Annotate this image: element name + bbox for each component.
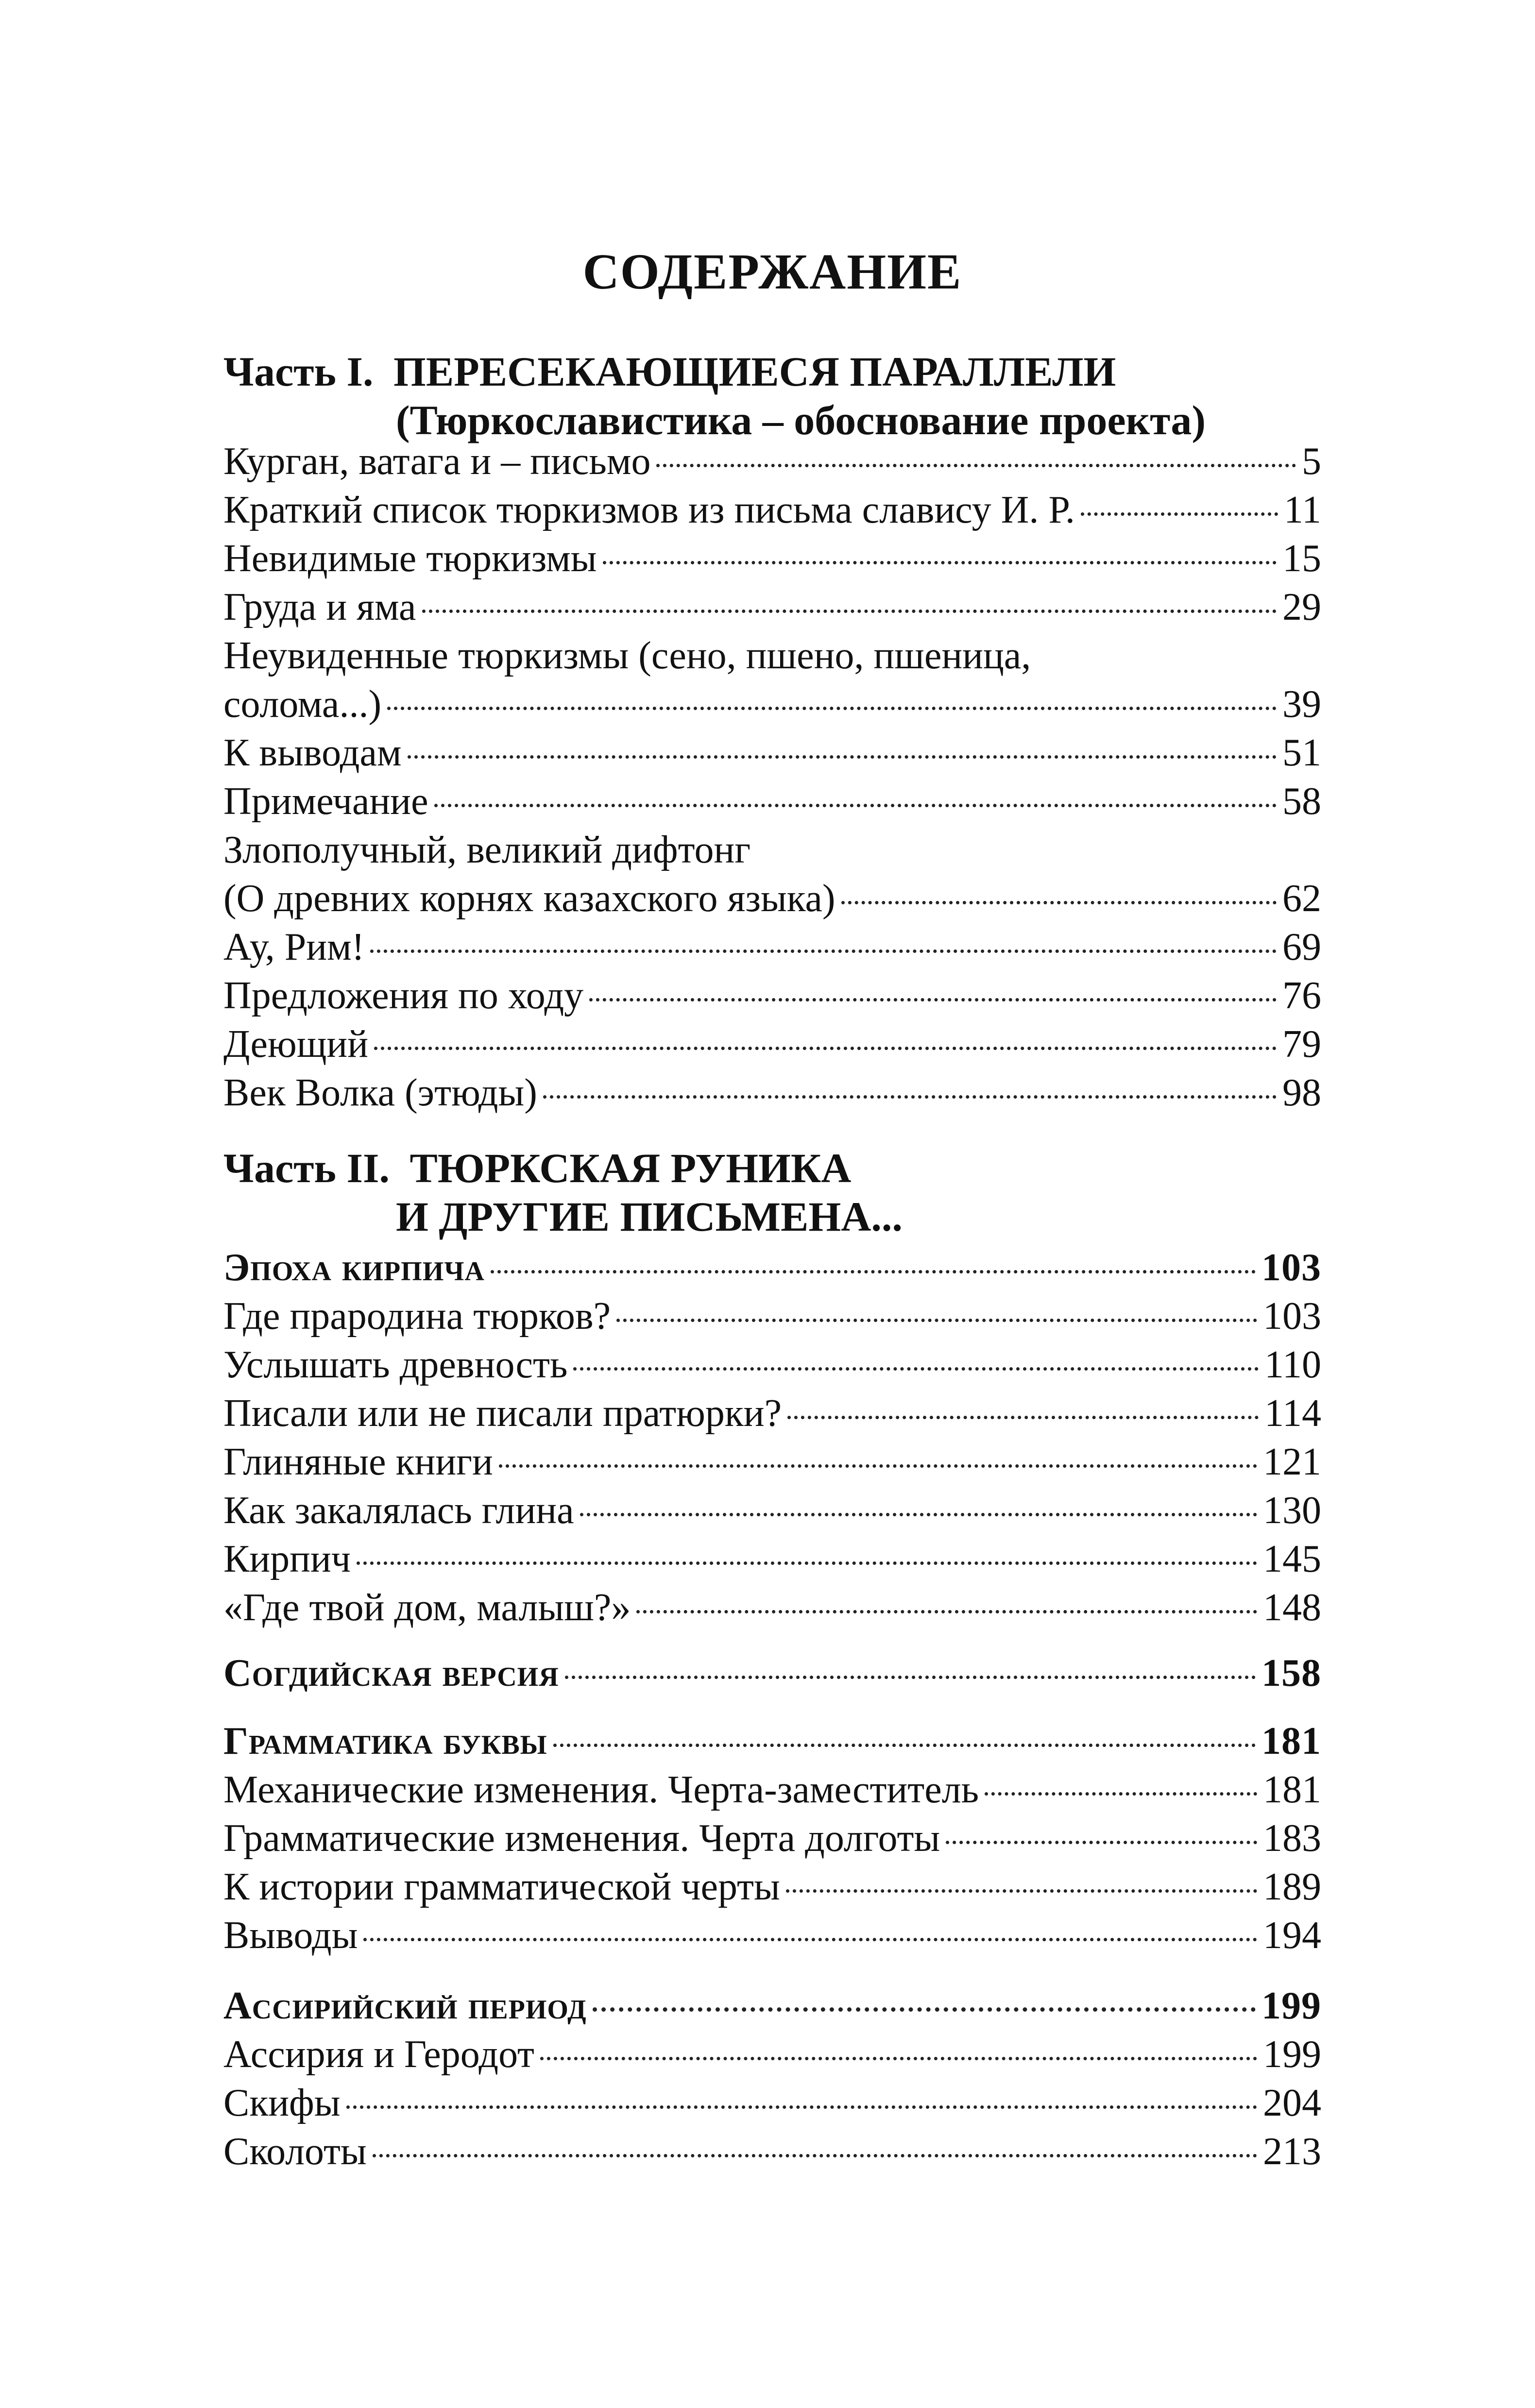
entry-title: Ау, Рим! [223,926,365,968]
dot-leader [357,1561,1257,1565]
entry-page-number: 29 [1282,586,1321,628]
entry-title: Невидимые тюркизмы [223,537,597,580]
dot-leader [573,1367,1259,1371]
toc-entry[interactable] [223,1020,1321,1068]
toc-entry[interactable] [223,534,1321,583]
dot-leader [408,755,1277,759]
dot-leader [540,2057,1257,2060]
part2-group-grammar [223,1717,1321,1960]
toc-entry[interactable] [223,1863,1321,1911]
dot-leader [553,1744,1256,1747]
entry-title: Где прародина тюрков? [223,1295,611,1338]
entry-page-number: 11 [1283,489,1321,531]
dot-leader [387,707,1277,710]
entry-title: Глиняные книги [223,1441,493,1483]
toc-section-entry[interactable] [223,1243,1321,1292]
toc-entry[interactable] [223,1911,1321,1960]
dot-leader [593,2007,1256,2012]
dot-leader [589,998,1277,1001]
entry-title-first-line: Неувиденные тюркизмы (сено, пшено, пшеница, [223,634,1031,677]
entry-title: Механические изменения. Черта-заместитель [223,1768,979,1811]
dot-leader [1081,512,1278,516]
toc-entry[interactable] [223,1583,1321,1632]
entry-page-number: 79 [1282,1023,1321,1066]
dot-leader [370,950,1277,953]
entry-title: Услышать древность [223,1343,568,1386]
toc-entry[interactable] [223,971,1321,1020]
toc-entry[interactable] [223,583,1321,631]
entry-page-number: 158 [1262,1652,1321,1695]
entry-title: Как закалялась глина [223,1489,574,1532]
toc-section-entry[interactable] [223,1982,1321,2030]
part2-label: Часть II. [223,1145,390,1191]
toc-entry[interactable] [223,2030,1321,2079]
dot-leader [422,610,1277,613]
entry-title: Писали или не писали пратюрки? [223,1392,782,1435]
dot-leader [491,1270,1256,1273]
toc-entry[interactable] [223,777,1321,826]
entry-title: Ассирия и Геродот [223,2033,534,2076]
toc-section-entry[interactable] [223,1717,1321,1765]
toc-entry[interactable] [223,486,1321,534]
entry-page-number: 204 [1263,2082,1321,2124]
dot-leader [985,1792,1257,1796]
entry-page-number: 76 [1282,974,1321,1017]
entry-title: Грамматические изменения. Черта долготы [223,1817,940,1860]
entry-title: Кирпич [223,1538,351,1580]
toc-entry[interactable] [223,1765,1321,1814]
dot-leader [373,2154,1257,2157]
part2-group-assyrian [223,1982,1321,2176]
part1-heading [223,347,1206,444]
part2-group-brick-era [223,1243,1321,1632]
entry-page-number: 5 [1302,440,1321,483]
entry-title: Скифы [223,2082,341,2124]
entry-page-number: 110 [1264,1343,1321,1386]
dot-leader [603,561,1277,564]
toc-entry[interactable] [223,437,1321,486]
entry-title-first-line: Злополучный, великий дифтонг [223,829,751,871]
toc-entry[interactable] [223,923,1321,971]
entry-page-number: 213 [1263,2130,1321,2173]
section-title: Грамматика буквы [223,1720,547,1763]
toc-entry[interactable] [223,1389,1321,1438]
section-title: Согдийская версия [223,1652,559,1695]
section-title: Ассирийский период [223,1984,587,2027]
entry-title: К выводам [223,731,402,774]
entry-title: «Где твой дом, малыш?» [223,1586,631,1629]
dot-leader [543,1095,1277,1099]
entry-page-number: 145 [1263,1538,1321,1580]
entry-page-number: 15 [1282,537,1321,580]
toc-entry[interactable] [223,1535,1321,1583]
toc-entry[interactable] [223,2127,1321,2176]
entry-page-number: 199 [1263,2033,1321,2076]
entry-title: Предложения по ходу [223,974,584,1017]
toc-entry[interactable] [223,1486,1321,1535]
entry-page-number: 181 [1262,1720,1321,1763]
entry-title: К истории грамматической черты [223,1865,780,1908]
entry-title: Груда и яма [223,586,416,628]
page-title: СОДЕРЖАНИЕ [582,244,962,300]
dot-leader [786,1889,1257,1893]
dot-leader [363,1938,1257,1941]
toc-entry[interactable] [223,2079,1321,2127]
entry-title: Выводы [223,1914,358,1957]
toc-entry[interactable] [223,1292,1321,1340]
toc-entry[interactable] [223,729,1321,777]
entry-title: Курган, ватага и – письмо [223,440,651,483]
dot-leader [499,1464,1257,1468]
entry-page-number: 58 [1282,780,1321,823]
part2-heading [223,1144,903,1241]
entry-page-number: 39 [1282,683,1321,726]
dot-leader [841,901,1277,904]
part1-subtitle: (Тюркославистика – обоснование проекта) [396,397,1206,443]
dot-leader [946,1841,1257,1844]
toc-entry[interactable] [223,874,1321,923]
entry-page-number: 62 [1282,877,1321,920]
toc-entry[interactable] [223,680,1321,729]
part2-subtitle: И ДРУГИЕ ПИСЬМЕНА... [396,1193,903,1240]
entry-page-number: 148 [1263,1586,1321,1629]
dot-leader [565,1676,1256,1679]
entry-page-number: 103 [1262,1246,1321,1289]
entry-page-number: 194 [1263,1914,1321,1957]
entry-title: Краткий список тюркизмов из письма славису И. Р. [223,489,1075,531]
toc-section-entry[interactable] [223,1649,1321,1697]
part1-label: Часть I. [223,348,374,395]
entry-page-number: 98 [1282,1071,1321,1114]
part2-group-sogdian [223,1649,1321,1697]
entry-page-number: 181 [1263,1768,1321,1811]
dot-leader [616,1319,1257,1322]
entry-page-number: 69 [1282,926,1321,968]
entry-title: Деющий [223,1023,369,1066]
entry-title: Век Волка (этюды) [223,1071,537,1114]
entry-title: солома...) [223,683,382,726]
entry-title: (О древних корнях казахского языка) [223,877,836,920]
entry-page-number: 183 [1263,1817,1321,1860]
entry-title: Сколоты [223,2130,367,2173]
entry-page-number: 189 [1263,1865,1321,1908]
entry-page-number: 103 [1263,1295,1321,1338]
dot-leader [580,1513,1257,1516]
toc-entry[interactable] [223,1340,1321,1389]
dot-leader [374,1047,1277,1050]
toc-entry[interactable] [223,1068,1321,1117]
dot-leader [346,2105,1257,2109]
part1-title: ПЕРЕСЕКАЮЩИЕСЯ ПАРАЛЛЕЛИ [393,348,1116,395]
dot-leader [434,804,1277,807]
entry-page-number: 51 [1282,731,1321,774]
part1-entries [223,437,1321,1117]
dot-leader [636,1610,1257,1613]
dot-leader [787,1416,1259,1419]
entry-page-number: 130 [1263,1489,1321,1532]
entry-page-number: 199 [1262,1984,1321,2027]
part2-title: ТЮРКСКАЯ РУНИКА [409,1145,852,1191]
toc-entry[interactable] [223,1438,1321,1486]
section-title: Эпоха кирпича [223,1246,485,1289]
dot-leader [656,464,1296,467]
entry-page-number: 114 [1264,1392,1321,1435]
entry-page-number: 121 [1263,1441,1321,1483]
toc-entry[interactable] [223,1814,1321,1863]
entry-title: Примечание [223,780,428,823]
